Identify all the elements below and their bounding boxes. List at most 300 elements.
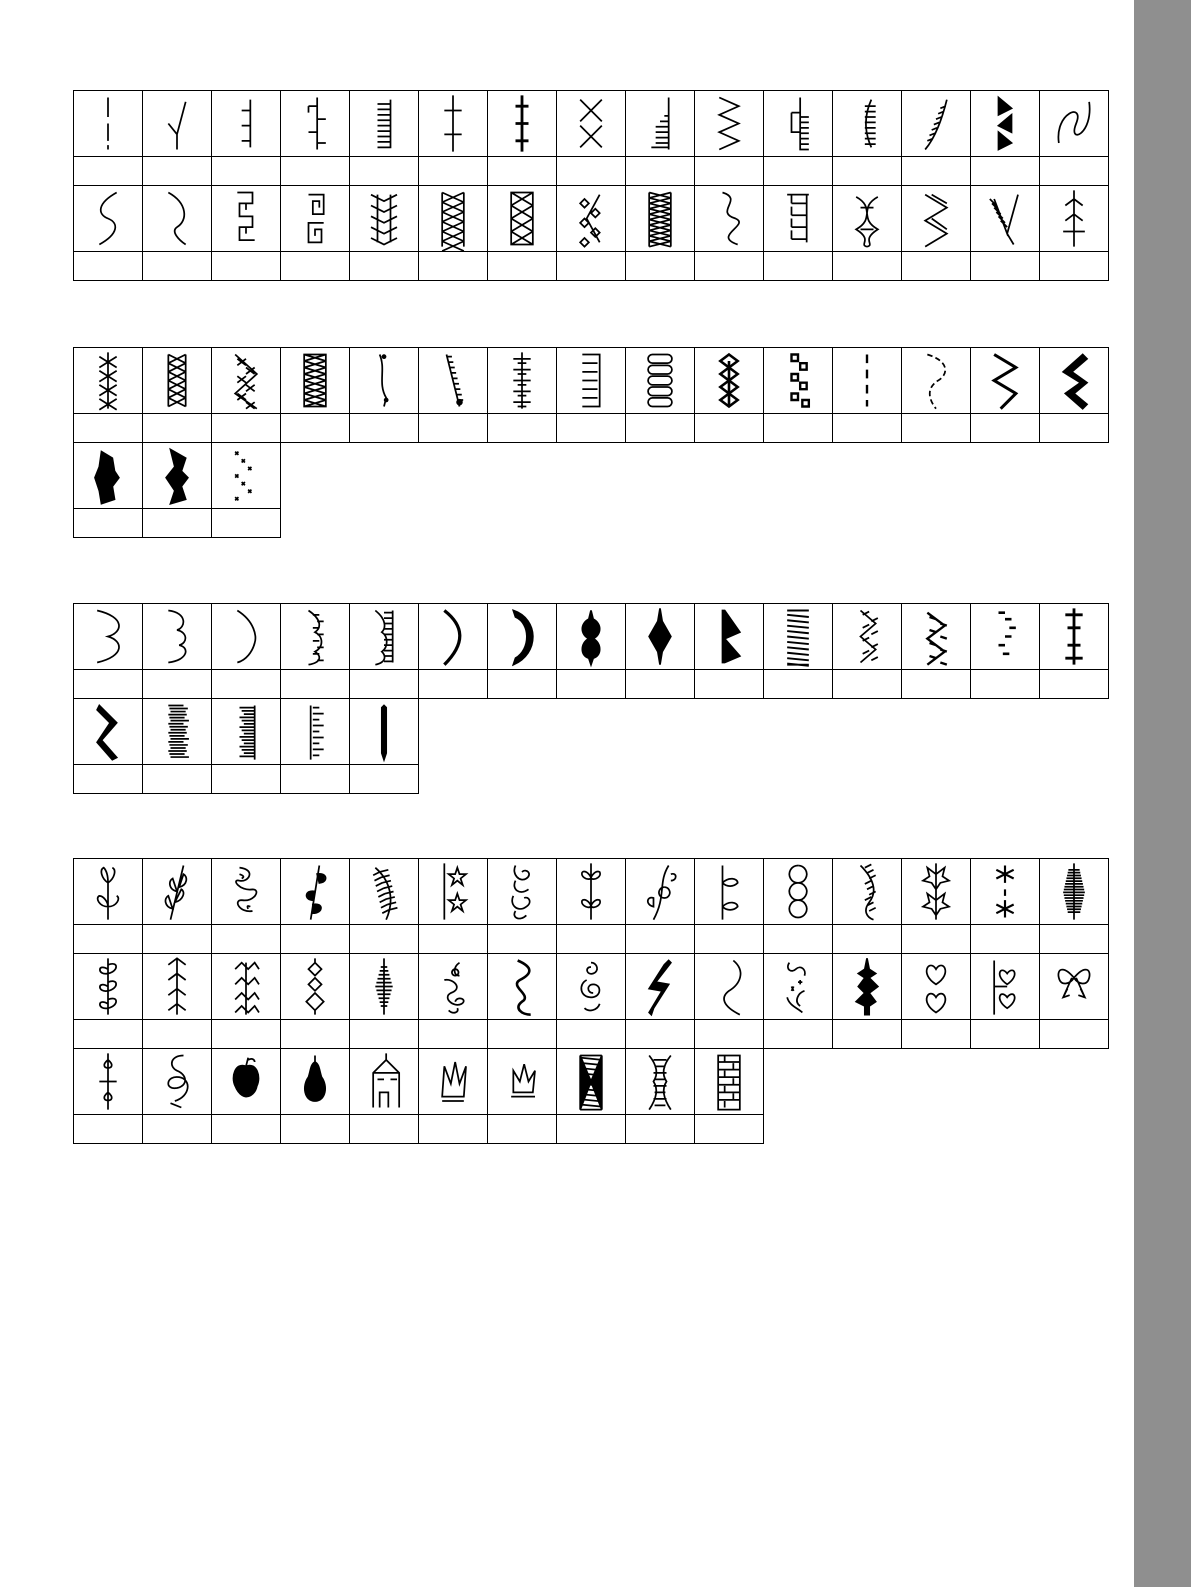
stitch-number-label <box>142 508 212 538</box>
stitch-number-label <box>349 413 419 443</box>
stitch-cell <box>280 347 350 414</box>
bead-column-icon <box>419 348 487 413</box>
stitch-number-label <box>970 924 1040 954</box>
scallop-double-icon <box>143 604 211 669</box>
satin-comb-icon <box>212 699 280 764</box>
curl-vine-icon <box>419 954 487 1019</box>
stitch-number-label <box>694 1019 764 1049</box>
star-pair-icon <box>419 859 487 924</box>
stitch-cell <box>832 185 902 252</box>
stitch-number-label <box>211 413 281 443</box>
stitch-cell <box>625 603 695 670</box>
blind-hem-icon <box>212 91 280 156</box>
stitch-cell <box>142 603 212 670</box>
stitch-number-label <box>625 251 695 281</box>
zigzag-bold-hatch-icon <box>902 604 970 669</box>
stitch-number-label <box>625 924 695 954</box>
stitch-number-label <box>73 764 143 794</box>
stitch-cell <box>625 858 695 925</box>
stitch-number-label <box>487 413 557 443</box>
stitch-number-label <box>763 156 833 186</box>
stitch-cell <box>73 603 143 670</box>
stitch-cell <box>418 185 488 252</box>
stitch-cell <box>142 858 212 925</box>
stitch-number-label <box>418 413 488 443</box>
stitch-cell <box>418 1048 488 1115</box>
step-dots-icon <box>971 604 1039 669</box>
stitch-cell <box>211 185 281 252</box>
stitch-cell <box>349 185 419 252</box>
stitch-number-label <box>763 669 833 699</box>
stitch-cell <box>1039 858 1109 925</box>
stitch-number-label <box>832 413 902 443</box>
scallop-hatch-icon <box>281 604 349 669</box>
straight-stitch-icon <box>74 91 142 156</box>
stitch-cell <box>349 698 419 765</box>
triangle-fill-icon <box>971 91 1039 156</box>
zigzag-bolt-icon <box>626 954 694 1019</box>
oval-chain-icon <box>626 348 694 413</box>
stitch-number-label <box>280 251 350 281</box>
stitch-cell <box>280 1048 350 1115</box>
stitch-cell <box>625 953 695 1020</box>
stitch-cell <box>280 953 350 1020</box>
stitch-number-label <box>694 924 764 954</box>
feather-fan-icon <box>971 186 1039 251</box>
crown-icon <box>419 1049 487 1114</box>
stitch-number-label <box>211 924 281 954</box>
stitch-number-label <box>418 1114 488 1144</box>
stitch-number-label <box>487 251 557 281</box>
triangle-satin-icon <box>695 604 763 669</box>
stitch-cell <box>73 858 143 925</box>
stitch-cell <box>970 90 1040 157</box>
stitch-number-label <box>211 764 281 794</box>
stitch-cell <box>970 858 1040 925</box>
chevron-braid-icon <box>350 186 418 251</box>
scallop-satin-icon <box>350 604 418 669</box>
stitch-number-label <box>349 251 419 281</box>
loop-cross-icon <box>74 1049 142 1114</box>
stitch-number-label <box>418 1019 488 1049</box>
brick-wall-icon <box>695 1049 763 1114</box>
stitch-cell <box>694 347 764 414</box>
stitch-number-label <box>970 1019 1040 1049</box>
stitch-cell <box>694 953 764 1020</box>
stitch-cell <box>625 90 695 157</box>
stitch-cell <box>694 1048 764 1115</box>
stitch-cell <box>694 185 764 252</box>
stitch-number-label <box>280 924 350 954</box>
stitch-cell <box>556 347 626 414</box>
stitch-cell <box>556 603 626 670</box>
stitch-cell <box>211 347 281 414</box>
stitch-cell <box>142 347 212 414</box>
greek-spiral-icon <box>281 186 349 251</box>
arrow-branch-icon <box>1040 186 1108 251</box>
stitch-number-label <box>73 251 143 281</box>
stitch-cell <box>556 90 626 157</box>
satin-tree-icon <box>833 954 901 1019</box>
zigzag-comb-icon <box>212 954 280 1019</box>
pear-icon <box>281 1049 349 1114</box>
stitch-cell <box>487 347 557 414</box>
stitch-number-label <box>1039 413 1109 443</box>
satin-blob-icon <box>74 443 142 508</box>
stitch-number-label <box>901 156 971 186</box>
stitch-cell <box>73 442 143 509</box>
stitch-number-label <box>832 156 902 186</box>
stitch-cell <box>556 185 626 252</box>
x-cross-icon <box>557 91 625 156</box>
stitch-cell <box>970 347 1040 414</box>
stitch-number-label <box>901 1019 971 1049</box>
stitch-cell <box>694 603 764 670</box>
stitch-cell <box>901 603 971 670</box>
stitch-number-label <box>280 156 350 186</box>
stitch-cell <box>832 858 902 925</box>
stitch-number-label <box>556 669 626 699</box>
crown-small-icon <box>488 1049 556 1114</box>
stitch-cell <box>1039 603 1109 670</box>
satin-line-icon <box>350 699 418 764</box>
satin-disc-icon <box>1040 859 1108 924</box>
stitch-cell <box>1039 347 1109 414</box>
diamond-zigzag-icon <box>557 186 625 251</box>
stitch-number-label <box>556 251 626 281</box>
diamond-satin-icon <box>626 604 694 669</box>
stitch-cell <box>73 185 143 252</box>
stitch-number-label <box>694 413 764 443</box>
flower-pair-icon <box>557 859 625 924</box>
star-curl-icon <box>764 954 832 1019</box>
stitch-cell <box>211 1048 281 1115</box>
satin-wide-icon <box>143 699 211 764</box>
stitch-cell <box>418 603 488 670</box>
swirl-icon <box>212 859 280 924</box>
stitch-cell <box>694 90 764 157</box>
dashed-curve-icon <box>902 348 970 413</box>
stitch-cell <box>763 603 833 670</box>
stitch-cell <box>763 347 833 414</box>
stitch-cell <box>280 698 350 765</box>
stitch-number-label <box>418 251 488 281</box>
stitch-cell <box>487 953 557 1020</box>
stitch-number-label <box>763 924 833 954</box>
stitch-cell <box>487 90 557 157</box>
stitch-number-label <box>142 251 212 281</box>
bow-icon <box>1040 954 1108 1019</box>
stitch-number-label <box>142 156 212 186</box>
stitch-cell <box>211 442 281 509</box>
cross-dash-icon <box>419 91 487 156</box>
dashed-line-icon <box>833 348 901 413</box>
zigzag-icon <box>695 91 763 156</box>
cross-zigzag-icon <box>212 348 280 413</box>
bold-zigzag-icon <box>971 348 1039 413</box>
stitch-number-label <box>694 156 764 186</box>
stitch-number-label <box>73 156 143 186</box>
stitch-number-label <box>73 413 143 443</box>
bead-chain-icon <box>350 348 418 413</box>
stitch-cell <box>1039 90 1109 157</box>
stitch-cell <box>763 90 833 157</box>
stitch-number-label <box>901 924 971 954</box>
half-moon-icon <box>488 604 556 669</box>
leaf-branch-icon <box>143 859 211 924</box>
braid-icon <box>833 186 901 251</box>
circle-pair-icon <box>764 859 832 924</box>
stitch-cell <box>418 858 488 925</box>
stitch-number-label <box>694 251 764 281</box>
cross-block-icon <box>281 348 349 413</box>
staircase-comb-icon <box>626 91 694 156</box>
stitch-cell <box>142 185 212 252</box>
stitch-number-label <box>556 1019 626 1049</box>
satin-bump-icon <box>143 443 211 508</box>
stitch-number-label <box>349 669 419 699</box>
ladder-cross-icon <box>488 348 556 413</box>
stitch-cell <box>349 90 419 157</box>
stitch-cell <box>142 90 212 157</box>
stitch-number-label <box>211 1114 281 1144</box>
stitch-cell <box>556 1048 626 1115</box>
stitch-number-label <box>73 508 143 538</box>
curl-loop-icon <box>74 954 142 1019</box>
stitch-number-label <box>280 413 350 443</box>
stitch-cell <box>211 603 281 670</box>
stitch-number-label <box>625 1019 695 1049</box>
stitch-number-label <box>418 669 488 699</box>
stitch-cell <box>901 953 971 1020</box>
stitch-cell <box>763 953 833 1020</box>
stitch-number-label <box>901 251 971 281</box>
stitch-number-label <box>280 1114 350 1144</box>
stitch-cell <box>142 953 212 1020</box>
stitch-cell <box>73 1048 143 1115</box>
asterisk-pair-icon <box>971 859 1039 924</box>
stitch-number-label <box>1039 924 1109 954</box>
stitch-cell <box>280 603 350 670</box>
stitch-cell <box>418 347 488 414</box>
star-dots-icon <box>212 443 280 508</box>
stitch-number-label <box>280 1019 350 1049</box>
stitch-number-label <box>625 669 695 699</box>
stitch-number-label <box>349 156 419 186</box>
stitch-cell <box>349 1048 419 1115</box>
stitch-cell <box>832 347 902 414</box>
bell-flower-icon <box>488 859 556 924</box>
stitch-number-label <box>487 1019 557 1049</box>
stitch-cell <box>418 953 488 1020</box>
stitch-number-label <box>763 251 833 281</box>
stitch-number-label <box>1039 669 1109 699</box>
stitch-number-label <box>487 1114 557 1144</box>
stitch-cell <box>73 347 143 414</box>
rect-chain-icon <box>557 348 625 413</box>
stitch-cell <box>487 858 557 925</box>
stitch-cell <box>73 953 143 1020</box>
stitch-number-label <box>970 669 1040 699</box>
greek-key-icon <box>212 186 280 251</box>
stitch-cell <box>556 953 626 1020</box>
stitch-cell <box>901 347 971 414</box>
zigzag-hatch-icon <box>833 604 901 669</box>
blind-hem-double-icon <box>281 91 349 156</box>
stitch-number-label <box>625 156 695 186</box>
hourglass-satin-icon <box>557 1049 625 1114</box>
stitch-number-label <box>1039 1019 1109 1049</box>
loop-icon <box>1040 91 1108 156</box>
stitch-number-label <box>487 669 557 699</box>
cross-stitch-icon <box>74 348 142 413</box>
stitch-cell <box>142 1048 212 1115</box>
satin-cross-icon <box>350 954 418 1019</box>
stitch-number-label <box>211 251 281 281</box>
stitch-number-label <box>73 669 143 699</box>
stitch-cell <box>280 90 350 157</box>
stitch-number-label <box>211 1019 281 1049</box>
square-step-icon <box>764 348 832 413</box>
overlock-comb-icon <box>350 91 418 156</box>
stitch-number-label <box>970 156 1040 186</box>
stitch-number-label <box>418 156 488 186</box>
stitch-number-label <box>142 1114 212 1144</box>
stitch-cell <box>556 858 626 925</box>
stitch-number-label <box>763 413 833 443</box>
stitch-number-label <box>694 669 764 699</box>
stitch-number-label <box>349 924 419 954</box>
stitch-number-label <box>832 251 902 281</box>
stitch-number-label <box>901 413 971 443</box>
lily-icon <box>902 859 970 924</box>
stitch-cell <box>832 90 902 157</box>
twin-leaf-icon <box>695 859 763 924</box>
stitch-number-label <box>487 156 557 186</box>
stitch-cell <box>763 185 833 252</box>
stitch-number-label <box>625 413 695 443</box>
step-comb-icon <box>764 91 832 156</box>
arc-satin-icon <box>902 91 970 156</box>
stitch-cell <box>487 185 557 252</box>
stitch-number-label <box>211 508 281 538</box>
scallop-comb-icon <box>833 91 901 156</box>
apple-icon <box>212 1049 280 1114</box>
tulip-icon <box>74 859 142 924</box>
stitch-number-label <box>901 669 971 699</box>
stitch-cell <box>1039 953 1109 1020</box>
stitch-number-label <box>280 764 350 794</box>
box-lattice-icon <box>488 186 556 251</box>
heart-stem-icon <box>971 954 1039 1019</box>
lattice-icon <box>419 186 487 251</box>
stitch-cell <box>211 858 281 925</box>
stitch-number-label <box>142 669 212 699</box>
stitch-cell <box>970 953 1040 1020</box>
stitch-number-label <box>349 764 419 794</box>
stitch-number-label <box>349 1019 419 1049</box>
stitch-number-label <box>142 924 212 954</box>
stitch-number-label <box>73 924 143 954</box>
stitch-number-label <box>763 1019 833 1049</box>
stitch-cell <box>280 185 350 252</box>
stitch-cell <box>73 698 143 765</box>
stitch-number-label <box>832 669 902 699</box>
stitch-cell <box>487 603 557 670</box>
side-tab <box>1134 0 1191 1587</box>
stitch-cell <box>349 347 419 414</box>
arc-right-icon <box>212 604 280 669</box>
stitch-number-label <box>73 1114 143 1144</box>
stitch-number-label <box>556 1114 626 1144</box>
stitch-cell <box>625 347 695 414</box>
hourglass-icon <box>626 1049 694 1114</box>
stitch-number-label <box>1039 251 1109 281</box>
zigzag-satin-block-icon <box>764 604 832 669</box>
stitch-cell <box>1039 185 1109 252</box>
wave-bold-icon <box>488 954 556 1019</box>
satin-wave-icon <box>833 859 901 924</box>
stitch-number-label <box>556 413 626 443</box>
s-curve-icon <box>74 186 142 251</box>
stitch-number-label <box>142 764 212 794</box>
stitch-number-label <box>625 1114 695 1144</box>
bar-satin-icon <box>1040 604 1108 669</box>
bold-cross-icon <box>488 91 556 156</box>
stitch-number-label <box>970 413 1040 443</box>
diamond-string-icon <box>281 954 349 1019</box>
stitch-cell <box>211 698 281 765</box>
stitch-number-label <box>694 1114 764 1144</box>
stitch-cell <box>763 858 833 925</box>
double-zigzag-icon <box>902 186 970 251</box>
stitch-number-label <box>556 156 626 186</box>
knot-loop-icon <box>143 1049 211 1114</box>
stitch-cell <box>280 858 350 925</box>
wavy-line-icon <box>695 186 763 251</box>
satin-triple-icon <box>281 699 349 764</box>
stitch-number-label <box>73 1019 143 1049</box>
vine-leaf-icon <box>281 859 349 924</box>
satin-chevron-icon <box>74 699 142 764</box>
scallop-curve-icon <box>74 604 142 669</box>
stitch-number-label <box>832 924 902 954</box>
stitch-cell <box>625 185 695 252</box>
stitch-cell <box>970 603 1040 670</box>
stitch-cell <box>832 603 902 670</box>
stitch-cell <box>211 90 281 157</box>
stitch-number-label <box>349 1114 419 1144</box>
stitch-cell <box>349 603 419 670</box>
stitch-cell <box>625 1048 695 1115</box>
stitch-cell <box>901 858 971 925</box>
stitch-cell <box>73 90 143 157</box>
fern-icon <box>350 859 418 924</box>
stitch-number-label <box>832 1019 902 1049</box>
stitch-number-label <box>418 924 488 954</box>
heart-pair-icon <box>902 954 970 1019</box>
curve-icon <box>695 954 763 1019</box>
stitch-cell <box>142 442 212 509</box>
stitch-cell <box>901 90 971 157</box>
stitch-number-label <box>556 924 626 954</box>
rose-vine-icon <box>626 859 694 924</box>
satin-zigzag-icon <box>1040 348 1108 413</box>
arrow-stack-icon <box>143 954 211 1019</box>
ladder-comb-icon <box>764 186 832 251</box>
stitch-cell <box>349 858 419 925</box>
wave-curve-icon <box>143 186 211 251</box>
